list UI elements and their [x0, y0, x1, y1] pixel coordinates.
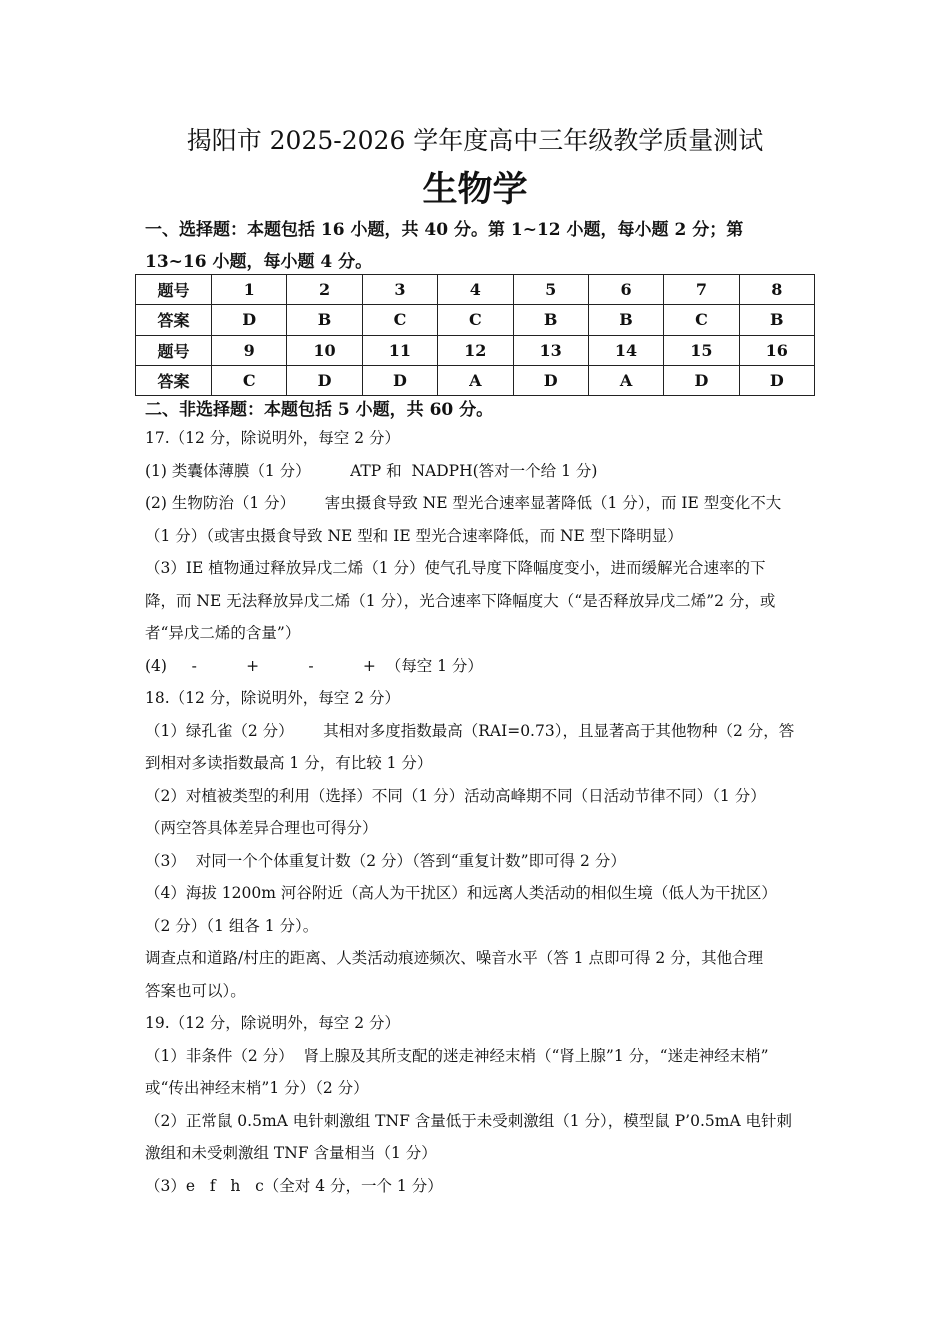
question-number: 12 — [438, 335, 513, 365]
question-19-header: 19.（12 分，除说明外，每空 2 分） — [145, 1014, 401, 1032]
answer-line: （2）对植被类型的利用（选择）不同（1 分）活动高峰期不同（日活动节律不同）（1 分） — [145, 786, 766, 805]
question-number: 15 — [664, 335, 739, 365]
document-title: 揭阳市 2025-2026 学年度高中三年级教学质量测试 — [186, 126, 764, 155]
answer-line: （2）正常鼠 0.5mA 电针刺激组 TNF 含量低于未受刺激组（1 分），模型鼠 P’0.5mA 电针刺 — [145, 1111, 793, 1130]
question-number: 7 — [664, 275, 739, 305]
answer-line: (4) - + - + （每空 1 分） — [145, 656, 483, 675]
question-number: 9 — [212, 335, 287, 365]
answer-line: （两空答具体差异合理也可得分） — [145, 819, 378, 837]
question-number: 10 — [287, 335, 362, 365]
answer-line: （3）e f h c（全对 4 分，一个 1 分） — [145, 1176, 443, 1195]
answer-cell: B — [588, 305, 663, 335]
table-row-numbers-2 — [136, 335, 815, 365]
question-number: 5 — [513, 275, 588, 305]
answer-line: （2 分）（1 组各 1 分）。 — [145, 916, 319, 935]
subject-title: 生物学 — [422, 170, 528, 210]
answer-cell: D — [513, 365, 588, 395]
question-number: 8 — [739, 275, 814, 305]
question-number: 1 — [212, 275, 287, 305]
answer-line: （3） 对同一个个体重复计数（2 分）（答到“重复计数”即可得 2 分） — [145, 851, 626, 870]
answer-line: 答案也可以）。 — [145, 981, 246, 1000]
table-row-answers-2 — [136, 365, 815, 395]
question-number: 13 — [513, 335, 588, 365]
answer-line: （1）绿孔雀（2 分） 其相对多度指数最高（RAI=0.73），且显著高于其他物种（2 分，答 — [145, 721, 795, 740]
answer-body — [145, 422, 810, 1202]
question-number: 16 — [739, 335, 814, 365]
question-number: 6 — [588, 275, 663, 305]
question-number: 11 — [362, 335, 437, 365]
answer-cell: C — [212, 365, 287, 395]
answer-cell: B — [739, 305, 814, 335]
answer-cell: D — [362, 365, 437, 395]
answer-line: 激组和未受刺激组 TNF 含量相当（1 分） — [145, 1144, 437, 1162]
question-number: 2 — [287, 275, 362, 305]
answer-line: 降，而 NE 无法释放异戊二烯（1 分），光合速率下降幅度大（“是否释放异戊二烯”2 分，或 — [145, 591, 776, 610]
answer-cell: C — [362, 305, 437, 335]
answer-line: (1) 类囊体薄膜（1 分） ATP 和 NADPH(答对一个给 1 分) — [145, 461, 598, 480]
answer-line: （1）非条件（2 分） 肾上腺及其所支配的迷走神经末梢（“肾上腺”1 分，“迷走神经末梢” — [145, 1046, 769, 1065]
answer-table — [135, 274, 815, 396]
answer-cell: A — [588, 365, 663, 395]
answer-cell: C — [664, 305, 739, 335]
row-label: 题号 — [136, 335, 212, 365]
answer-cell: D — [212, 305, 287, 335]
row-label: 答案 — [136, 305, 212, 335]
section-1-heading: 一、选择题：本题包括 16 小题，共 40 分。第 1~12 小题，每小题 2 分；第 13~16 小题，每小题 4 分。 — [145, 220, 744, 272]
answer-line: 到相对多读指数最高 1 分，有比较 1 分） — [145, 754, 433, 772]
answer-cell: B — [287, 305, 362, 335]
question-17-header: 17.（12 分，除说明外，每空 2 分） — [145, 429, 401, 447]
answer-line: (2) 生物防治（1 分） 害虫摄食导致 NE 型光合速率显著降低（1 分），而 IE 型变化不大 — [145, 494, 782, 512]
table-row-answers-1 — [136, 305, 815, 335]
question-18-header: 18.（12 分，除说明外，每空 2 分） — [145, 689, 401, 707]
answer-line: （3）IE 植物通过释放异戊二烯（1 分）使气孔导度下降幅度变小，进而缓解光合速率的下 — [145, 559, 766, 577]
question-number: 4 — [438, 275, 513, 305]
answer-cell: D — [287, 365, 362, 395]
question-number: 14 — [588, 335, 663, 365]
answer-line: （1 分）（或害虫摄食导致 NE 型和 IE 型光合速率降低，而 NE 型下降明显） — [145, 526, 683, 545]
answer-cell: B — [513, 305, 588, 335]
answer-cell: D — [739, 365, 814, 395]
answer-cell: D — [664, 365, 739, 395]
answer-line: 者“异戊二烯的含量”） — [145, 624, 301, 642]
answer-line: （4）海拔 1200m 河谷附近（高人为干扰区）和远离人类活动的相似生境（低人为干扰区） — [145, 884, 777, 902]
row-label: 答案 — [136, 365, 212, 395]
table-row-numbers-1 — [136, 275, 815, 305]
question-number: 3 — [362, 275, 437, 305]
row-label: 题号 — [136, 275, 212, 305]
answer-cell: A — [438, 365, 513, 395]
answer-line: 调查点和道路/村庄的距离、人类活动痕迹频次、噪音水平（答 1 点即可得 2 分，其他合理 — [145, 949, 764, 967]
section-2-heading: 二、非选择题：本题包括 5 小题，共 60 分。 — [145, 400, 494, 420]
answer-line: 或“传出神经末梢”1 分）（2 分） — [145, 1079, 369, 1097]
answer-cell: C — [438, 305, 513, 335]
